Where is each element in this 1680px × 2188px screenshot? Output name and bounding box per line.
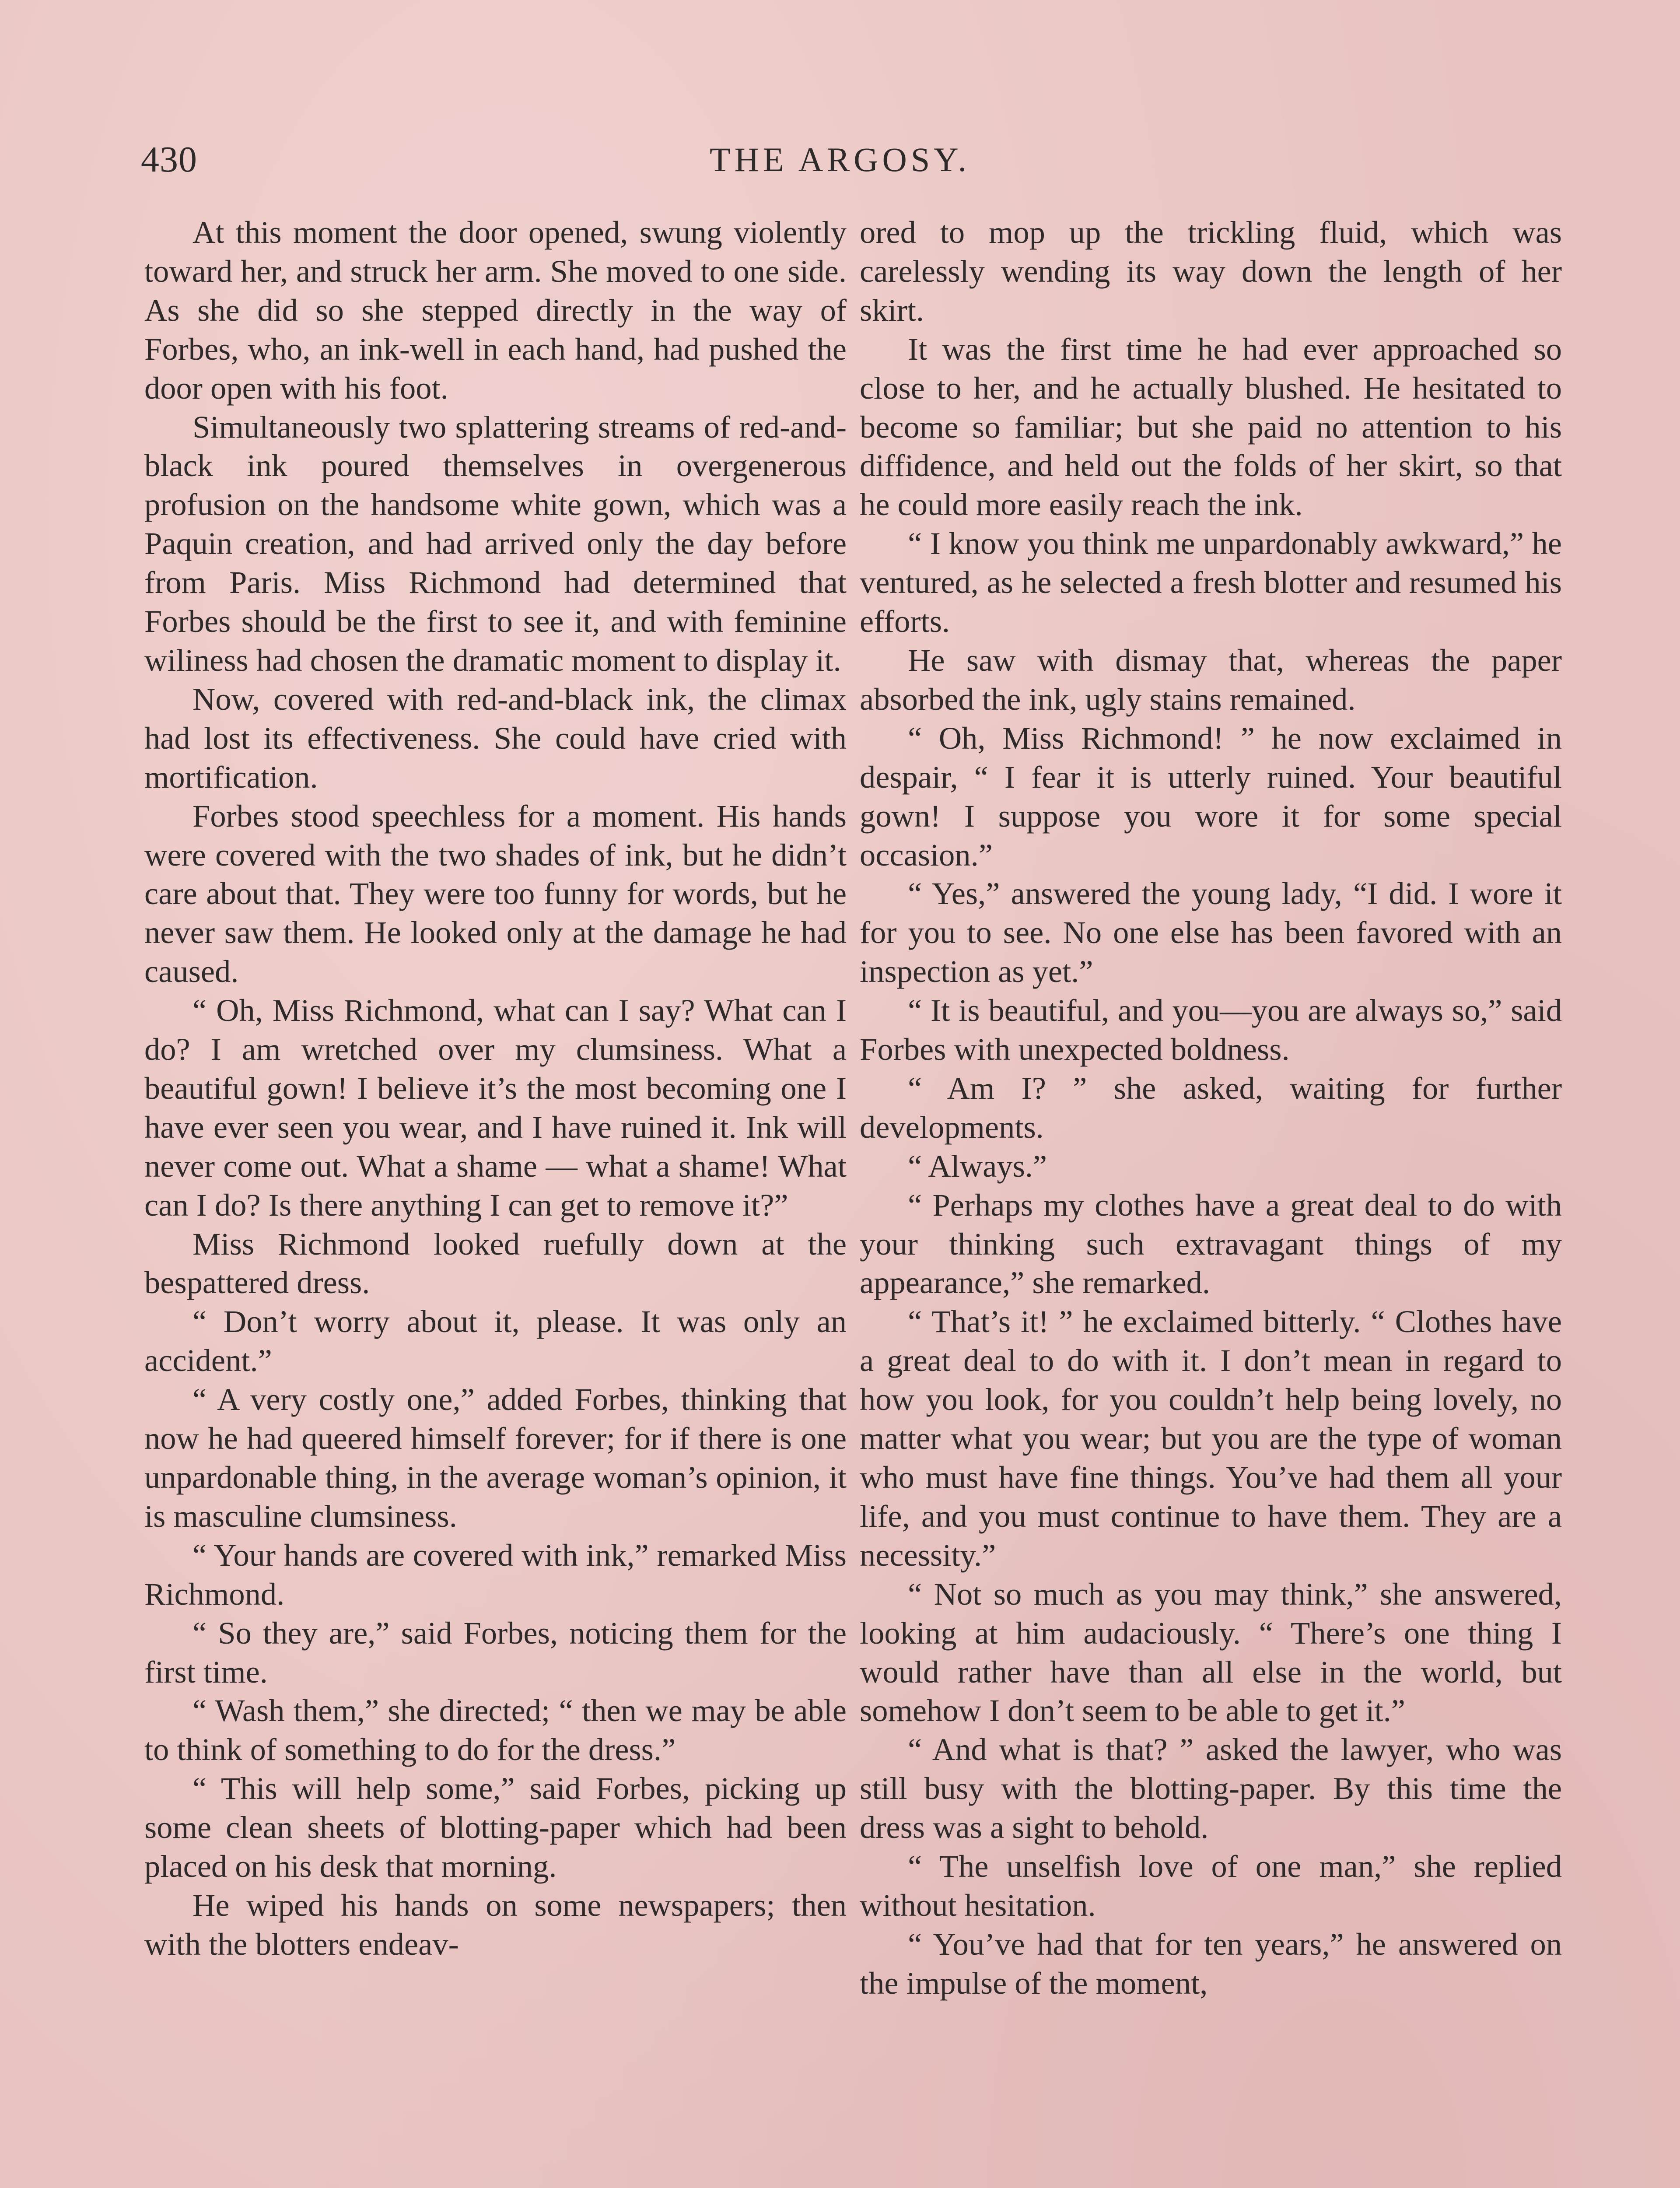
paragraph: Miss Richmond looked ruefully down at the bespattered dress. [144, 1226, 847, 1301]
paragraph: Simultaneously two splattering streams of red-and-black ink poured themselves in overgenerous profusion on the handsome white gown, which was a Paquin creation, and had arrived only the day before from Paris. Miss Richmond had determined that Forbes should be the first to see it, and with feminine wiliness had chosen the dramatic moment to display it. [144, 409, 847, 678]
paragraph: “ That’s it! ” he exclaimed bitterly. “ Clothes have a great deal to do with it. I don’t mean in regard to how you look, for you couldn’t help being lovely, no matter what you wear; but you are the type of woman who must have fine things. You’ve had them all your life, and you must continue to have them. They are a necessity.” [860, 1304, 1562, 1573]
paragraph: “ Perhaps my clothes have a great deal to do with your thinking such extravagant things of my appearance,” she remarked. [860, 1187, 1562, 1301]
paragraph: “ Oh, Miss Richmond! ” he now exclaimed in despair, “ I fear it is utterly ruined. Your beautiful gown! I suppose you wore it for some special occasion.” [860, 720, 1562, 873]
left-column [144, 213, 847, 2188]
paragraph: “ Oh, Miss Richmond, what can I say? What can I do? I am wretched over my clumsiness. What a beautiful gown! I believe it’s the most becoming one I have ever seen you wear, and I have ruined it. Ink will never come out. What a shame — what a shame! What can I do? Is there anything I can get to remove it?” [144, 992, 847, 1223]
paragraph: “ The unselfish love of one man,” she replied without hesitation. [860, 1848, 1562, 1923]
paragraph: Forbes stood speechless for a moment. His hands were covered with the two shades of ink, but he didn’t care about that. They were too funny for words, but he never saw them. He looked only at the damage he had caused. [144, 798, 847, 989]
paragraph: “ Am I? ” she asked, waiting for further developments. [860, 1070, 1562, 1145]
paragraph-continuation: ored to mop up the trickling fluid, which was carelessly wending its way down the length of her skirt. [860, 214, 1562, 328]
paragraph: “ I know you think me unpardonably awkward,” he ventured, as he selected a fresh blotter and resumed his efforts. [860, 526, 1562, 639]
paragraph: “ So they are,” said Forbes, noticing them for the first time. [144, 1615, 847, 1690]
paragraph: “ This will help some,” said Forbes, picking up some clean sheets of blotting-paper which had been placed on his desk that morning. [144, 1771, 847, 1884]
journal-title: THE ARGOSY. [710, 140, 970, 179]
paragraph: “ Yes,” answered the young lady, “I did. I wore it for you to see. No one else has been favored with an inspection as yet.” [860, 876, 1562, 989]
paragraph: Now, covered with red-and-black ink, the climax had lost its effectiveness. She could have cried with mortification. [144, 681, 847, 795]
paragraph: “ You’ve had that for ten years,” he answered on the impulse of the moment, [860, 1926, 1562, 2001]
page-number: 430 [141, 139, 197, 180]
paragraph: “ Always.” [908, 1148, 1047, 1184]
paragraph: “ Your hands are covered with ink,” remarked Miss Richmond. [144, 1537, 847, 1612]
paragraph: He saw with dismay that, whereas the paper absorbed the ink, ugly stains remained. [860, 642, 1562, 717]
paragraph: At this moment the door opened, swung violently toward her, and struck her arm. She moved to one side. As she did so she stepped directly in the way of Forbes, who, an ink-well in each hand, had pushed the door open with his foot. [144, 214, 847, 406]
running-head [0, 136, 1680, 184]
paragraph: “ And what is that? ” asked the lawyer, who was still busy with the blotting-paper. By this time the dress was a sight to behold. [860, 1732, 1562, 1845]
paragraph: “ Not so much as you may think,” she answered, looking at him audaciously. “ There’s one thing I would rather have than all else in the world, but somehow I don’t seem to be able to get it.” [860, 1576, 1562, 1729]
paragraph: It was the first time he had ever approached so close to her, and he actually blushed. He hesitated to become so familiar; but she paid no attention to his diffidence, and held out the folds of her skirt, so that he could more easily reach the ink. [860, 331, 1562, 522]
paragraph: “ It is beautiful, and you—you are always so,” said Forbes with unexpected boldness. [860, 992, 1562, 1067]
paragraph: “ Wash them,” she directed; “ then we may be able to think of something to do for the dress.” [144, 1693, 847, 1767]
paragraph: “ Don’t worry about it, please. It was only an accident.” [144, 1304, 847, 1378]
right-column [860, 213, 1562, 2188]
paragraph: “ A very costly one,” added Forbes, thinking that now he had queered himself forever; for if there is one unpardonable thing, in the average woman’s opinion, it is masculine clumsiness. [144, 1382, 847, 1534]
paragraph: He wiped his hands on some newspapers; then with the blotters endeav- [144, 1887, 847, 1962]
